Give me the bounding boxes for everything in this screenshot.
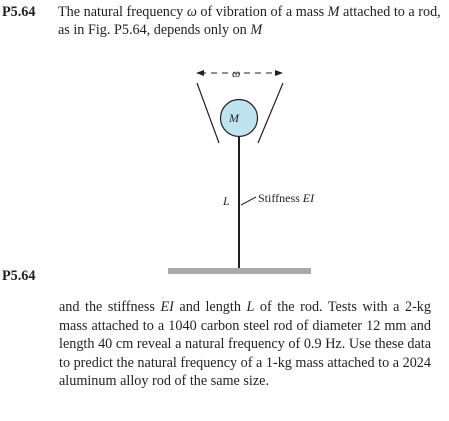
stiffness-text: Stiffness (258, 191, 303, 205)
body-length-symbol: L (246, 299, 255, 315)
mass-ball (221, 100, 258, 137)
intro-text-2: of vibration of a mass (196, 4, 328, 20)
intro-text-3: attached to a rod, as in Fig. P5.64, depends only on (58, 4, 441, 38)
problem-intro (58, 3, 442, 39)
intro-mass-2: M (250, 22, 263, 38)
stiffness-symbol: EI (302, 191, 315, 205)
body-text-3: of the rod. Tests with a 2-kg mass attached to a 1040 carbon steel rod of diameter 12 mm and length 40 cm reveal a natural frequency of 0.9 Hz. Use these data to predict the natural frequency of a 1-kg mass attached to a 2024 aluminum alloy rod of the same size. (59, 299, 431, 390)
problem-number: P5.64 (2, 4, 36, 20)
intro-text-1: The natural frequency (58, 4, 187, 20)
mass-label: M (229, 111, 239, 125)
stiffness-label (258, 191, 314, 206)
length-label: L (223, 194, 230, 208)
stiffness-pointer (241, 197, 256, 205)
body-stiffness-symbol: EI (160, 299, 174, 315)
figure-caption: P5.64 (2, 268, 36, 284)
ground-support (168, 268, 311, 274)
problem-body (59, 298, 431, 391)
intro-mass: M (327, 4, 340, 20)
pendulum-figure (0, 60, 449, 290)
body-text-1: and the stiffness (59, 299, 161, 315)
omega-label: ω (232, 66, 241, 80)
problem-statement (2, 3, 442, 39)
figure-drawing (0, 60, 449, 290)
body-text-2: and length (173, 299, 247, 315)
intro-omega: ω (186, 4, 197, 20)
